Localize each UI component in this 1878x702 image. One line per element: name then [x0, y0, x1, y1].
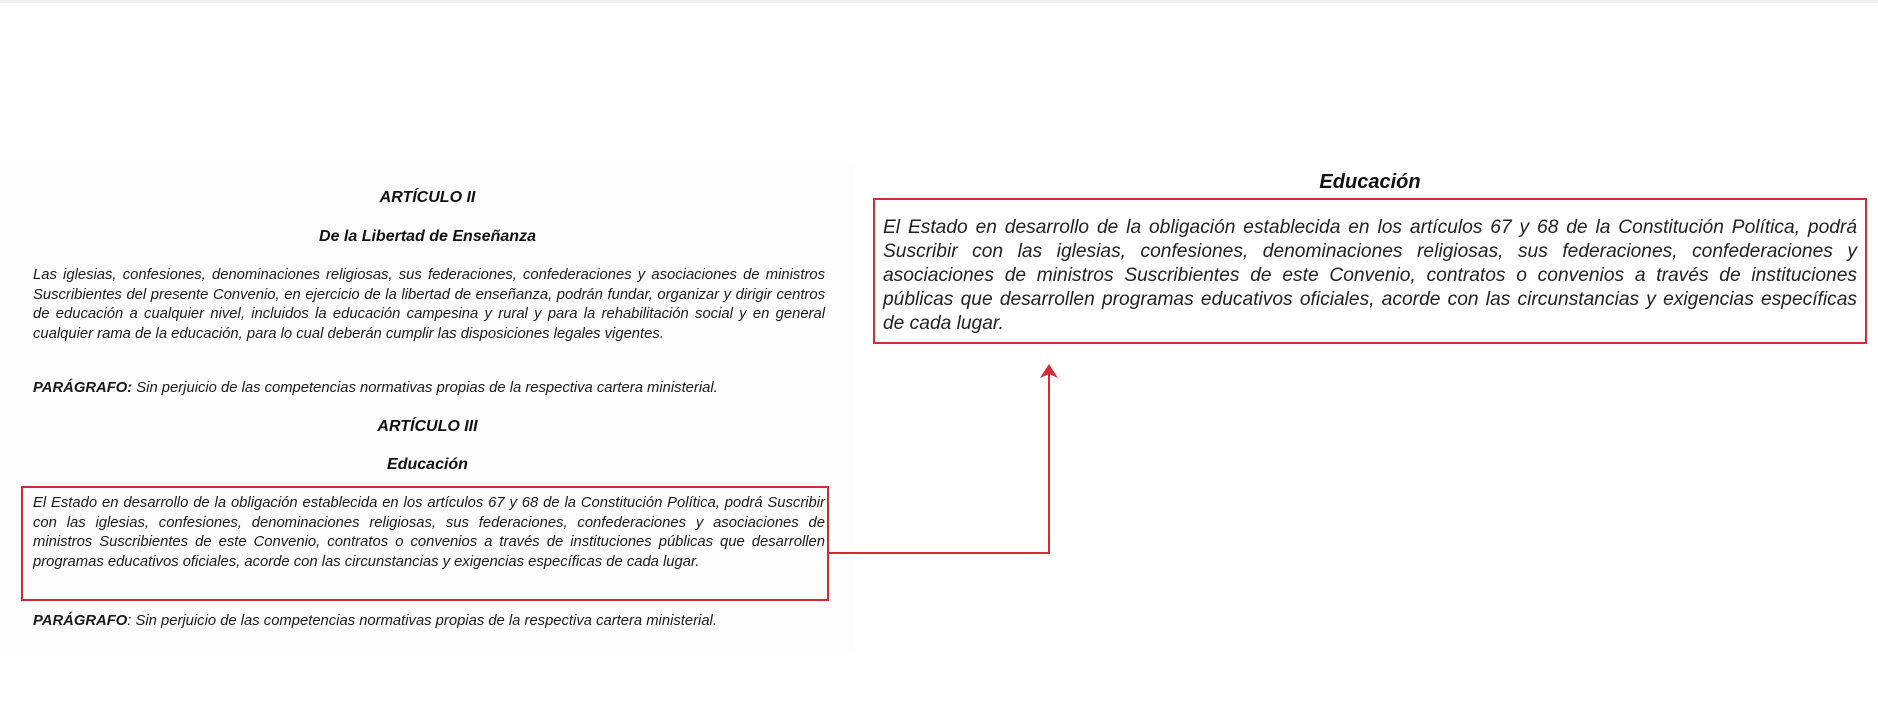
paragrafo-text: : Sin perjuicio de las competencias normativas propias de la respectiva cartera ministerial. [127, 613, 717, 629]
article-ii-title: ARTÍCULO II [379, 189, 476, 206]
article-iii-body: El Estado en desarrollo de la obligación establecida en los artículos 67 y 68 de la Constitución Política, podrá Suscribir con las iglesias, confesiones, denominaciones religiosas, sus federaciones, confederaciones y asociaciones de ministros Suscribientes de este Convenio, contratos o convenios a través de instituciones públicas que desarrollen programas educativos oficiales, acorde con las circunstancias y exigencias específicas de cada lugar. [33, 495, 825, 570]
zoom-heading: Educación [1319, 171, 1421, 193]
zoom-body: El Estado en desarrollo de la obligación establecida en los artículos 67 y 68 de la Constitución Política, podrá Suscribir con las iglesias, confesiones, denominaciones religiosas, sus federaciones, confederaciones y asociaciones de ministros Suscribientes de este Convenio, contratos o convenios a través de instituciones públicas que desarrollen programas educativos oficiales, acorde con las circunstancias y exigencias específicas de cada lugar. [883, 217, 1857, 334]
paragrafo-label: PARÁGRAFO: [33, 380, 133, 396]
connector-line [829, 372, 1049, 553]
paragrafo-text: Sin perjuicio de las competencias normativas propias de la respectiva cartera ministerial. [132, 380, 718, 396]
article-iii-title: ARTÍCULO III [377, 418, 478, 435]
article-ii-body: Las iglesias, confesiones, denominaciones religiosas, sus federaciones, confederaciones y asociaciones de ministros Suscribientes del presente Convenio, en ejercicio de la libertad de enseñanza, podrán fundar, organizar y dirigir centros de educación a cualquier nivel, incluidos la educación campesina y rural y para la rehabilitación social y en general cualquier rama de la educación, para lo cual deberán cumplir las disposiciones legales vigentes. [33, 267, 825, 342]
article-ii-subtitle: De la Libertad de Enseñanza [319, 228, 536, 245]
paragrafo-label: PARÁGRAFO [33, 613, 128, 629]
article-iii-subtitle: Educación [387, 456, 468, 473]
